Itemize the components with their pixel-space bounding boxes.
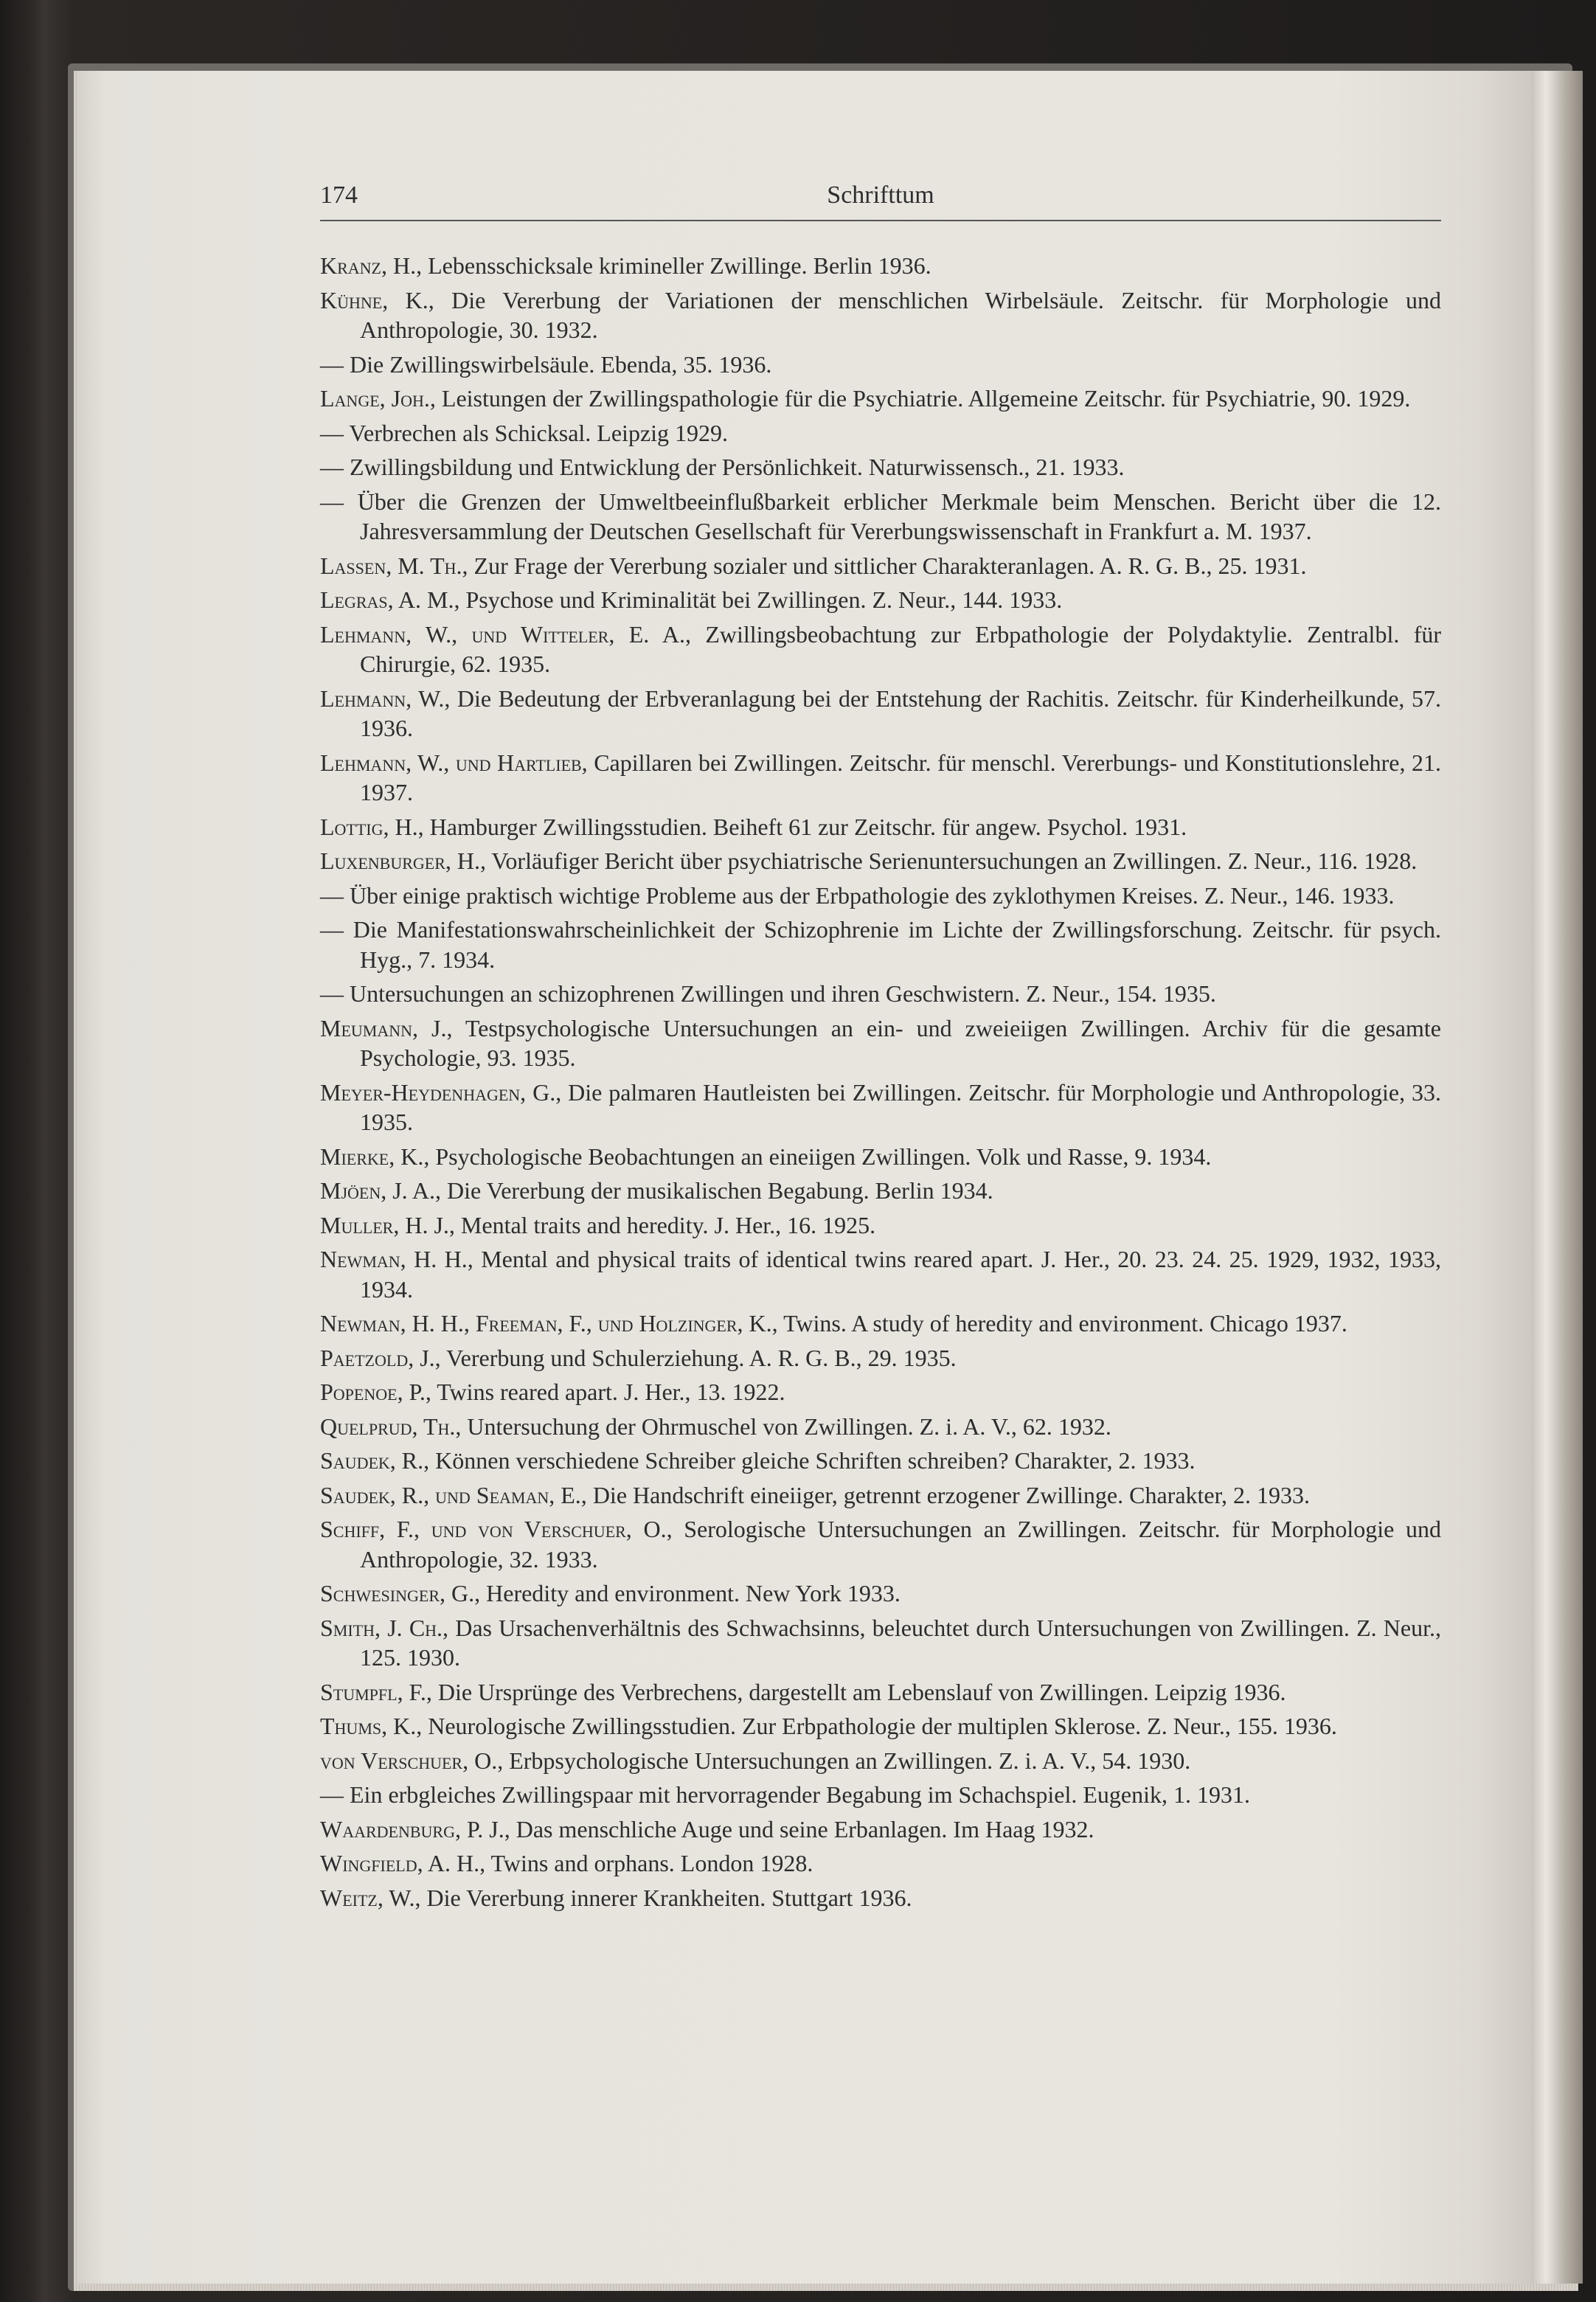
entry-text: Capillaren bei Zwillingen. Zeitschr. für menschl. Vererbungs- und Konstitutionslehre, 21. 1937.: [360, 749, 1441, 805]
entry-text: Die Ursprünge des Verbrechens, dargestellt am Lebenslauf von Zwillingen. Leipzig 1936.: [431, 1678, 1286, 1705]
entry-author: Thums, K.,: [320, 1713, 423, 1739]
bibliography-entry: [320, 881, 1441, 911]
bibliography-entry: [320, 1412, 1441, 1442]
entry-author: Paetzold, J.,: [320, 1344, 441, 1371]
entry-author: Lange, Joh.,: [320, 385, 436, 412]
page-number: 174: [320, 181, 358, 209]
bibliography-list: [320, 251, 1441, 1917]
entry-author: Wingfield, A. H.,: [320, 1850, 486, 1876]
entry-author: Weitz, W.,: [320, 1884, 421, 1911]
entry-text: Die Vererbung der musikalischen Begabung. Berlin 1934.: [441, 1177, 993, 1204]
entry-author: Waardenburg, P. J.,: [320, 1815, 510, 1842]
bibliography-entry: [320, 620, 1441, 679]
bibliography-entry: [320, 1677, 1441, 1708]
entry-author: Kühne, K.,: [320, 286, 434, 313]
bibliography-entry: [320, 1711, 1441, 1741]
entry-text: Neurologische Zwillingsstudien. Zur Erbpathologie der multiplen Sklerose. Z. Neur., 155. 1936.: [422, 1713, 1337, 1739]
bibliography-entry: [320, 384, 1441, 414]
entry-text: Heredity and environment. New York 1933.: [480, 1580, 901, 1606]
bibliography-entry: [320, 1814, 1441, 1845]
entry-text: Die Bedeutung der Erbveranlagung bei der Entstehung der Rachitis. Zeitschr. für Kinderheilkunde, 57. 1936.: [360, 684, 1441, 741]
entry-text: Erbpsychologische Untersuchungen an Zwillingen. Z. i. A. V., 54. 1930.: [503, 1747, 1191, 1774]
bibliography-entry: [320, 1848, 1441, 1879]
bibliography-entry: [320, 1210, 1441, 1241]
bibliography-entry: [320, 487, 1441, 547]
running-head: Schrifttum: [827, 181, 934, 209]
bibliography-entry: [320, 452, 1441, 482]
bibliography-entry: [320, 1078, 1441, 1137]
bibliography-entry: [320, 1308, 1441, 1339]
entry-author: Stumpfl, F.,: [320, 1678, 432, 1705]
bibliography-entry: [320, 418, 1441, 448]
entry-text: Serologische Untersuchungen an Zwillingen. Zeitschr. für Morphologie und Anthropologie, 32. 1933.: [360, 1516, 1442, 1573]
entry-author: Newman, H. H.,: [320, 1246, 473, 1272]
bibliography-entry: [320, 1613, 1441, 1673]
entry-text: Die Handschrift eineiiger, getrennt erzogener Zwillinge. Charakter, 2. 1933.: [586, 1481, 1310, 1508]
bibliography-entry: [320, 1746, 1441, 1776]
entry-text: Die palmaren Hautleisten bei Zwillingen. Zeitschr. für Morphologie und Anthropologie, 33. 1935.: [360, 1078, 1442, 1135]
entry-author: Mjöen, J. A.,: [320, 1177, 442, 1204]
entry-text: Zur Frage der Vererbung sozialer und sittlicher Charakteranlagen. A. R. G. B., 25. 1931.: [468, 552, 1307, 579]
entry-text: Zwillingsbeobachtung zur Erbpathologie der Polydaktylie. Zentralbl. für Chirurgie, 62. 1935.: [360, 620, 1441, 677]
entry-author: Lehmann, W.,: [320, 684, 451, 712]
entry-author: Saudek, R., und Seaman, E.,: [320, 1481, 587, 1508]
entry-author: Lassen, M. Th.,: [320, 552, 468, 579]
entry-text: — Über einige praktisch wichtige Probleme aus der Erbpathologie des zyklothymen Kreises. Z. Neur., 146. 1933.: [320, 881, 1395, 909]
entry-text: — Die Zwillingswirbelsäule. Ebenda, 35. 1936.: [320, 350, 772, 378]
entry-author: Lehmann, W., und Witteler, E. A.,: [320, 620, 691, 648]
entry-text: Vererbung und Schulerziehung. A. R. G. B., 29. 1935.: [440, 1344, 957, 1371]
bibliography-entry: [320, 251, 1441, 281]
entry-author: Schwesinger, G.,: [320, 1580, 481, 1606]
entry-text: Twins reared apart. J. Her., 13. 1922.: [431, 1379, 785, 1405]
entry-author: Legras, A. M.,: [320, 586, 460, 613]
entry-author: Newman, H. H., Freeman, F., und Holzinger, K.,: [320, 1310, 778, 1337]
entry-text: Können verschiedene Schreiber gleiche Schriften schreiben? Charakter, 2. 1933.: [429, 1447, 1196, 1474]
bibliography-entry: [320, 846, 1441, 876]
bibliography-entry: [320, 1142, 1441, 1172]
bibliography-entry: [320, 285, 1441, 345]
bibliography-entry: [320, 585, 1441, 615]
bibliography-entry: [320, 1377, 1441, 1407]
entry-author: Mierke, K.,: [320, 1143, 430, 1170]
entry-author: von Verschuer, O.,: [320, 1747, 504, 1774]
entry-text: — Ein erbgleiches Zwillingspaar mit hervorragender Begabung im Schachspiel. Eugenik, 1. 1931.: [320, 1781, 1250, 1808]
book-gutter: [1531, 71, 1583, 2284]
entry-author: Schiff, F., und von Verschuer, O.,: [320, 1516, 673, 1542]
bibliography-entry: [320, 350, 1441, 380]
bibliography-entry: [320, 1244, 1441, 1304]
entry-text: Twins and orphans. London 1928.: [485, 1850, 813, 1876]
entry-author: Luxenburger, H.,: [320, 847, 486, 874]
bibliography-entry: [320, 684, 1441, 743]
entry-text: — Die Manifestationswahrscheinlichkeit der Schizophrenie im Lichte der Zwillingsforschung. Zeitschr. für psych. Hyg., 7. 1934.: [320, 916, 1441, 973]
entry-text: Die Vererbung innerer Krankheiten. Stuttgart 1936.: [420, 1884, 912, 1911]
entry-text: — Über die Grenzen der Umweltbeeinflußbarkeit erblicher Merkmale beim Menschen. Bericht über die 12. Jahresversammlung der Deutschen Gesellschaft für Vererbungswissenschaft in Frankfurt a. M. 1937.: [320, 488, 1441, 544]
entry-text: Testpsychologische Untersuchungen an ein- und zweieiigen Zwillingen. Archiv für die gesamte Psychologie, 93. 1935.: [360, 1014, 1441, 1071]
entry-text: Twins. A study of heredity and environment. Chicago 1937.: [777, 1310, 1347, 1337]
entry-author: Smith, J. Ch.,: [320, 1614, 449, 1641]
bibliography-entry: [320, 1883, 1441, 1913]
entry-text: Hamburger Zwillingsstudien. Beiheft 61 zur Zeitschr. für angew. Psychol. 1931.: [423, 813, 1187, 840]
entry-author: Lottig, H.,: [320, 813, 424, 840]
bibliography-entry: [320, 1480, 1441, 1511]
bibliography-entry: [320, 1343, 1441, 1373]
entry-author: Kranz, H.,: [320, 252, 423, 279]
entry-text: Lebensschicksale krimineller Zwillinge. Berlin 1936.: [422, 252, 931, 279]
bibliography-entry: [320, 551, 1441, 581]
entry-text: Das menschliche Auge und seine Erbanlagen. Im Haag 1932.: [510, 1815, 1094, 1842]
bibliography-entry: [320, 1013, 1441, 1073]
entry-author: Saudek, R.,: [320, 1447, 430, 1474]
entry-text: Psychologische Beobachtungen an eineiigen Zwillingen. Volk und Rasse, 9. 1934.: [429, 1143, 1212, 1170]
entry-author: Meumann, J.,: [320, 1014, 453, 1041]
entry-author: Muller, H. J.,: [320, 1211, 455, 1238]
entry-author: Quelprud, Th.,: [320, 1412, 462, 1440]
entry-text: Untersuchung der Ohrmuschel von Zwillingen. Z. i. A. V., 62. 1932.: [461, 1412, 1111, 1440]
bibliography-entry: [320, 1446, 1441, 1476]
bibliography-entry: [320, 1578, 1441, 1609]
entry-text: — Untersuchungen an schizophrenen Zwillingen und ihren Geschwistern. Z. Neur., 154. 1935.: [320, 980, 1216, 1007]
entry-text: Mental traits and heredity. J. Her., 16. 1925.: [454, 1211, 876, 1238]
entry-text: Leistungen der Zwillingspathologie für die Psychiatrie. Allgemeine Zeitschr. für Psychiatrie, 90. 1929.: [435, 385, 1411, 412]
entry-text: — Zwillingsbildung und Entwicklung der Persönlichkeit. Naturwissensch., 21. 1933.: [320, 454, 1125, 480]
entry-text: Die Vererbung der Variationen der menschlichen Wirbelsäule. Zeitschr. für Morphologie und Anthropologie, 30. 1932.: [360, 286, 1441, 343]
bibliography-entry: [320, 979, 1441, 1009]
entry-text: Mental and physical traits of identical twins reared apart. J. Her., 20. 23. 24. 25. 1929, 1932, 1933, 1934.: [360, 1246, 1441, 1303]
entry-text: — Verbrechen als Schicksal. Leipzig 1929.: [320, 419, 729, 446]
bibliography-entry: [320, 1514, 1441, 1574]
entry-text: Psychose und Kriminalität bei Zwillingen. Z. Neur., 144. 1933.: [459, 586, 1063, 613]
bibliography-entry: [320, 1176, 1441, 1206]
bibliography-entry: [320, 1780, 1441, 1810]
entry-author: Popenoe, P.,: [320, 1379, 431, 1405]
entry-text: Das Ursachenverhältnis des Schwachsinns, beleuchtet durch Untersuchungen von Zwillingen. Z. Neur., 125. 1930.: [360, 1614, 1442, 1671]
bibliography-entry: [320, 812, 1441, 842]
bibliography-entry: [320, 915, 1441, 974]
entry-author: Lehmann, W., und Hartlieb,: [320, 749, 588, 776]
page-header: [320, 178, 1441, 221]
entry-author: Meyer-Heydenhagen, G.,: [320, 1078, 562, 1106]
bibliography-entry: [320, 748, 1441, 808]
entry-text: Vorläufiger Bericht über psychiatrische Serienuntersuchungen an Zwillingen. Z. Neur., 116. 1928.: [486, 847, 1418, 874]
